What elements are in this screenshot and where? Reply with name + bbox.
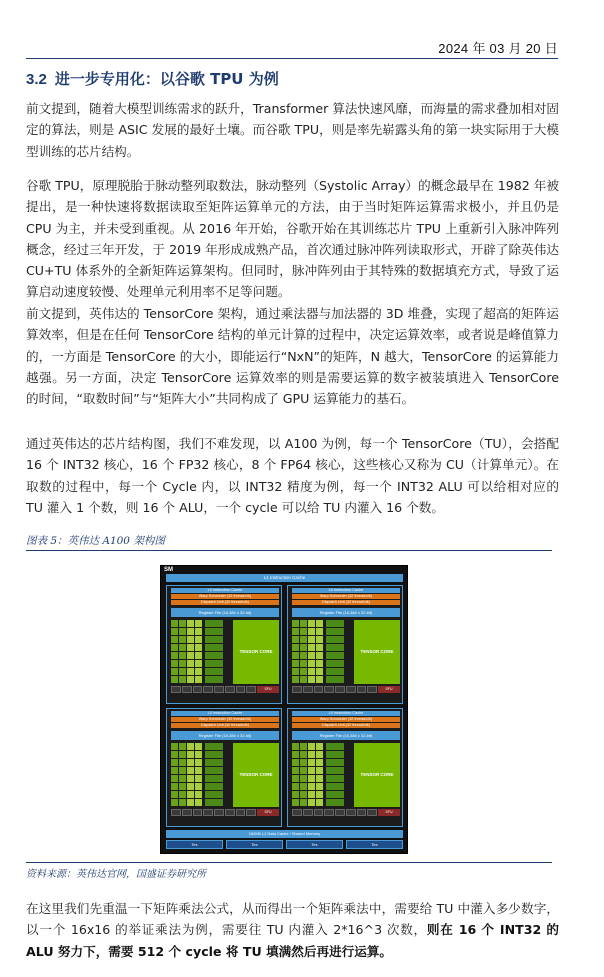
core-row [171,791,231,798]
fp64-core [326,751,344,758]
fp64-core [326,620,344,627]
fp64-core [205,660,223,667]
ldst-unit [292,686,302,693]
fp32-core [308,644,315,651]
int32-core [179,767,186,774]
fp32-core [187,751,194,758]
fp64-core [205,743,223,750]
core-grid [171,620,231,684]
register-file: Register File (16,384 x 32-bit) [171,608,279,617]
tex-unit: Tex [166,840,223,849]
int32-core [292,676,299,683]
paragraph-2: 谷歌 TPU，原理脱胎于脉动整列取数法，脉动整列（Systolic Array）的概念最早在 1982 年被提出，是一种快速将数据读取至矩阵运算单元的方法，由于当时矩阵运算需求极小，并且仍是 CPU 为主，并未受到重视。从 2016 年开始，谷歌开始在其训练芯片 TPU 上重新引入脉冲阵列概念，经过三年开发，于 2019 年形成成熟产品，首次通过脉冲阵列读取形式，开辟了除英伟达 CU+TU 体系外的全新矩阵运算架构。但同时，脉冲阵列由于其特殊的数据填充方式，导致了运算启动速度较慢、处理单元利用率不足等问题。 [26,178,559,300]
ldst-unit [346,809,356,816]
int32-core [292,799,299,806]
ldst-unit [203,809,213,816]
dispatch-unit: Dispatch Unit (32 thread/clk) [171,600,279,605]
warp-scheduler: Warp Scheduler (32 thread/clk) [292,717,400,722]
int32-core [300,636,307,643]
int32-core [171,652,178,659]
processing-block [287,585,403,704]
int32-core [179,660,186,667]
tex-row [166,840,403,849]
fp32-core [187,743,194,750]
fp32-core [195,652,202,659]
fp64-core [205,799,223,806]
dispatch-unit: Dispatch Unit (32 thread/clk) [292,600,400,605]
fp32-core [316,775,323,782]
dispatch-unit: Dispatch Unit (32 thread/clk) [171,723,279,728]
tensor-core: TENSOR CORE [354,620,400,684]
ldst-unit [324,686,334,693]
ldst-unit [182,809,192,816]
ldst-unit [292,809,302,816]
ldst-unit [182,686,192,693]
ldst-unit [303,809,313,816]
processing-block [166,585,282,704]
fp32-core [195,628,202,635]
fp32-core [308,767,315,774]
core-row [171,767,231,774]
tensor-core: TENSOR CORE [354,743,400,807]
int32-core [300,751,307,758]
fp32-core [316,660,323,667]
core-row [292,652,352,659]
ldst-unit [314,686,324,693]
sfu-unit: SFU [378,809,400,816]
fp32-core [316,676,323,683]
core-grid [171,743,231,807]
fp32-core [316,652,323,659]
int32-core [300,783,307,790]
int32-core [179,652,186,659]
core-row [171,620,231,627]
fp32-core [195,636,202,643]
int32-core [300,652,307,659]
dispatch-unit: Dispatch Unit (32 thread/clk) [292,723,400,728]
int32-core [292,791,299,798]
fp32-core [308,791,315,798]
fp32-core [308,668,315,675]
sm-label: SM [164,567,173,573]
fp32-core [195,668,202,675]
fp32-core [195,660,202,667]
fp64-core [326,652,344,659]
int32-core [300,743,307,750]
fp64-core [326,775,344,782]
int32-core [300,660,307,667]
core-row [171,676,231,683]
int32-core [171,767,178,774]
fp32-core [187,652,194,659]
fp64-core [205,644,223,651]
register-file: Register File (16,384 x 32-bit) [292,731,400,740]
int32-core [171,775,178,782]
ldst-unit [314,809,324,816]
core-row [171,660,231,667]
fp64-core [205,751,223,758]
section-heading: 进一步专用化：以谷歌 TPU 为例 [54,70,279,88]
register-file: Register File (16,384 x 32-bit) [292,608,400,617]
fp32-core [308,759,315,766]
fp32-core [308,775,315,782]
header-divider [26,58,558,59]
warp-scheduler: Warp Scheduler (32 thread/clk) [171,594,279,599]
processing-block [287,708,403,827]
fp32-core [308,751,315,758]
ldst-unit [236,809,246,816]
fp32-core [195,743,202,750]
fp64-core [205,668,223,675]
ldst-unit [324,809,334,816]
l0-instruction-cache: L0 Instruction Cache [171,711,279,716]
int32-core [292,652,299,659]
int32-core [292,743,299,750]
core-row [292,799,352,806]
int32-core [171,636,178,643]
fp32-core [316,743,323,750]
fp32-core [316,791,323,798]
tex-unit: Tex [226,840,283,849]
ldst-row [292,809,400,816]
int32-core [179,751,186,758]
sfu-unit: SFU [257,809,279,816]
int32-core [179,799,186,806]
fp64-core [205,620,223,627]
fp32-core [187,775,194,782]
section-title [26,68,279,89]
fp64-core [326,799,344,806]
int32-core [292,636,299,643]
fp32-core [187,783,194,790]
int32-core [292,783,299,790]
fp32-core [316,636,323,643]
ldst-unit [357,809,367,816]
int32-core [300,759,307,766]
fp32-core [195,791,202,798]
int32-core [171,644,178,651]
warp-scheduler: Warp Scheduler (32 thread/clk) [292,594,400,599]
int32-core [171,791,178,798]
paragraph-3: 前文提到，英伟达的 TensorCore 架构，通过乘法器与加法器的 3D 堆叠，实现了超高的矩阵运算效率，但是在任何 TensorCore 结构的单元计算的过程中，决定运算效率，或者说是峰值算力的，一方面是 TensorCore 的大小，即能运行“NxN”的矩阵，N 越大，TensorCore 的运算能力越强。另一方面，决定 TensorCore 运算效率的则是需要运算的数字被装填进入 TensorCore 的时间，“取数时间”与“矩阵大小”共同构成了 GPU 运算能力的基石。 [26,306,559,407]
ldst-unit [193,686,203,693]
core-grid [292,743,352,807]
fp32-core [316,628,323,635]
fp32-core [187,628,194,635]
ldst-unit [193,809,203,816]
int32-core [179,759,186,766]
int32-core [300,668,307,675]
paragraph-5 [26,898,559,962]
paragraph-4: 通过英伟达的芯片结构图，我们不难发现，以 A100 为例，每一个 TensorCore（TU），会搭配 16 个 INT32 核心，16 个 FP32 核心，8 个 FP64 核心，这些核心又称为 CU（计算单元）。在取数的过程中，每一个 Cycle 内，以 INT32 精度为例，每一个 INT32 ALU 可以给相对应的 TU 灌入 1 个数，则 16 个 ALU，一个 cycle 可以给 TU 内灌入 16 个数。 [26,436,559,515]
ldst-unit [171,686,181,693]
fp32-core [308,652,315,659]
int32-core [300,620,307,627]
ldst-unit [335,809,345,816]
int32-core [179,628,186,635]
fp32-core [316,620,323,627]
tensor-core: TENSOR CORE [233,620,279,684]
report-date: 2024 年 03 月 20 日 [438,41,558,56]
fp32-core [187,791,194,798]
int32-core [300,676,307,683]
fp64-core [326,791,344,798]
l0-instruction-cache: L0 Instruction Cache [292,711,400,716]
fp32-core [187,644,194,651]
int32-core [292,775,299,782]
fp64-core [326,759,344,766]
fp32-core [316,668,323,675]
core-row [171,743,231,750]
tensor-core: TENSOR CORE [233,743,279,807]
ldst-unit [225,809,235,816]
fp64-core [326,628,344,635]
fp32-core [308,743,315,750]
ldst-unit [335,686,345,693]
int32-core [300,791,307,798]
core-row [292,636,352,643]
core-row [292,791,352,798]
fp32-core [187,759,194,766]
fp64-core [205,775,223,782]
core-row [171,636,231,643]
register-file: Register File (16,384 x 32-bit) [171,731,279,740]
ldst-row [171,686,279,693]
fp64-core [205,791,223,798]
figure-bottom-rule [26,862,552,863]
processing-block [166,708,282,827]
sfu-unit: SFU [378,686,400,693]
fp32-core [187,660,194,667]
int32-core [300,799,307,806]
core-row [292,759,352,766]
core-row [292,743,352,750]
core-row [171,652,231,659]
int32-core [179,636,186,643]
int32-core [171,783,178,790]
warp-scheduler: Warp Scheduler (32 thread/clk) [171,717,279,722]
ldst-row [171,809,279,816]
l1-instruction-cache: L1 Instruction Cache [166,574,403,582]
core-row [292,644,352,651]
int32-core [179,791,186,798]
fp32-core [308,676,315,683]
fp32-core [195,767,202,774]
ldst-unit [246,809,256,816]
int32-core [171,668,178,675]
fp32-core [195,775,202,782]
int32-core [171,660,178,667]
section-number: 3.2 [26,71,47,88]
ldst-unit [225,686,235,693]
fp64-core [205,636,223,643]
core-row [292,668,352,675]
core-row [171,799,231,806]
fp32-core [187,668,194,675]
core-row [171,668,231,675]
fp32-core [316,783,323,790]
core-row [292,676,352,683]
fp32-core [187,799,194,806]
fp64-core [326,767,344,774]
fp32-core [195,783,202,790]
figure-caption: 图表 5：英伟达 A100 架构图 [26,535,165,547]
int32-core [171,799,178,806]
ldst-unit [203,686,213,693]
ldst-unit [171,809,181,816]
int32-core [292,644,299,651]
ldst-unit [367,686,377,693]
core-row [292,628,352,635]
fp32-core [316,799,323,806]
core-row [292,620,352,627]
int32-core [292,620,299,627]
fp32-core [187,676,194,683]
fp64-core [326,676,344,683]
ldst-unit [214,809,224,816]
fp64-core [326,636,344,643]
int32-core [300,644,307,651]
ldst-unit [357,686,367,693]
ldst-unit [367,809,377,816]
sfu-unit: SFU [257,686,279,693]
int32-core [300,767,307,774]
fp64-core [205,767,223,774]
fp64-core [205,759,223,766]
fp32-core [195,751,202,758]
fp64-core [326,668,344,675]
int32-core [179,620,186,627]
core-row [292,783,352,790]
fp64-core [326,644,344,651]
int32-core [171,751,178,758]
core-row [171,775,231,782]
int32-core [300,775,307,782]
int32-core [171,759,178,766]
paragraph-5-emphasis: 则在 16 个 INT32 的 ALU 努力下，需要 512 个 cycle 将 TU 填满然后再进行运算。 [26,922,559,959]
int32-core [292,759,299,766]
fp32-core [308,660,315,667]
ldst-row [292,686,400,693]
fp32-core [316,751,323,758]
ldst-unit [303,686,313,693]
a100-sm-diagram [160,565,408,854]
fp32-core [187,767,194,774]
core-row [171,644,231,651]
core-row [171,628,231,635]
l0-instruction-cache: L0 Instruction Cache [171,588,279,593]
fp32-core [187,620,194,627]
fp32-core [187,636,194,643]
core-row [171,751,231,758]
figure-source: 资料来源：英伟达官网，国盛证券研究所 [26,869,206,880]
fp64-core [205,652,223,659]
ldst-unit [214,686,224,693]
fp32-core [308,799,315,806]
fp64-core [326,743,344,750]
fp32-core [316,759,323,766]
int32-core [292,628,299,635]
core-grid [292,620,352,684]
paragraph-5-text: 在这里我们先重温一下矩阵乘法公式，从而得出一个矩阵乘法中，需要给 TU 中灌入多少数字，以一个 16x16 的举证乘法为例，需要往 TU 内灌入 2*16^3 次数， [26,901,559,938]
int32-core [179,775,186,782]
core-row [292,660,352,667]
fp32-core [195,759,202,766]
int32-core [179,676,186,683]
int32-core [171,620,178,627]
int32-core [292,751,299,758]
figure-top-rule [26,550,552,551]
ldst-unit [236,686,246,693]
fp32-core [316,644,323,651]
int32-core [179,783,186,790]
tex-unit: Tex [346,840,403,849]
fp64-core [205,676,223,683]
int32-core [179,644,186,651]
int32-core [292,668,299,675]
core-row [292,775,352,782]
fp32-core [316,767,323,774]
fp32-core [308,620,315,627]
fp32-core [195,676,202,683]
fp64-core [205,628,223,635]
core-row [292,751,352,758]
fp32-core [195,644,202,651]
fp32-core [195,620,202,627]
int32-core [171,628,178,635]
l0-instruction-cache: L0 Instruction Cache [292,588,400,593]
fp32-core [308,783,315,790]
int32-core [179,743,186,750]
fp32-core [308,628,315,635]
core-row [171,759,231,766]
int32-core [292,767,299,774]
core-row [171,783,231,790]
int32-core [171,743,178,750]
int32-core [179,668,186,675]
tex-unit: Tex [286,840,343,849]
paragraph-1: 前文提到，随着大模型训练需求的跃升，Transformer 算法快速风靡，而海量的需求叠加相对固定的算法，则是 ASIC 发展的最好土壤。而谷歌 TPU，则是率先崭露头角的第一块实际用于大模型训练的芯片结构。 [26,101,559,159]
fp64-core [205,783,223,790]
fp64-core [326,660,344,667]
ldst-unit [346,686,356,693]
int32-core [171,676,178,683]
int32-core [292,660,299,667]
ldst-unit [246,686,256,693]
int32-core [300,628,307,635]
core-row [292,767,352,774]
fp32-core [308,636,315,643]
fp32-core [195,799,202,806]
fp64-core [326,783,344,790]
l1-data-cache: 192KB L1 Data Cache / Shared Memory [166,830,403,838]
